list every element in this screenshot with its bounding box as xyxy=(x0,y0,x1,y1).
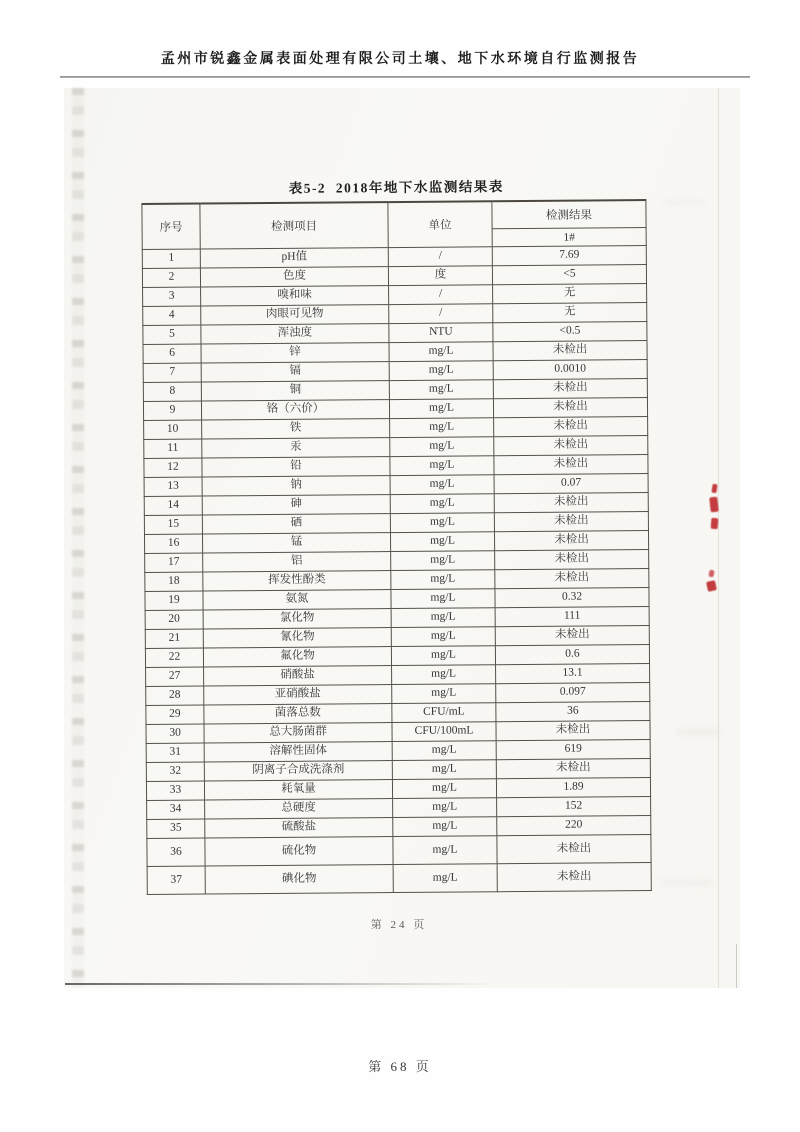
row-index-cell: 37 xyxy=(147,866,205,894)
unit-cell: mg/L xyxy=(393,864,497,893)
item-name-cell: 碘化物 xyxy=(205,865,393,894)
item-name-cell: 嗅和味 xyxy=(201,286,389,306)
unit-cell: mg/L xyxy=(392,665,496,685)
unit-cell: 度 xyxy=(388,266,492,286)
row-index-cell: 13 xyxy=(144,477,202,496)
result-cell: 未检出 xyxy=(493,379,647,399)
result-cell: 未检出 xyxy=(495,550,649,570)
item-name-cell: 硒 xyxy=(202,514,390,534)
row-index-cell: 4 xyxy=(143,306,201,325)
result-cell: 未检出 xyxy=(496,759,650,779)
item-name-cell: pH值 xyxy=(200,248,388,268)
result-cell: 619 xyxy=(496,740,650,760)
row-index-cell: 22 xyxy=(145,648,203,667)
result-cell: 未检出 xyxy=(494,455,648,475)
result-cell: 0.097 xyxy=(496,683,650,703)
unit-cell: mg/L xyxy=(389,361,493,381)
result-cell: 36 xyxy=(496,702,650,722)
item-name-cell: 硝酸盐 xyxy=(204,666,392,686)
item-name-cell: 砷 xyxy=(202,495,390,515)
result-cell: 未检出 xyxy=(495,626,649,646)
item-name-cell: 硫化物 xyxy=(205,837,393,866)
item-name-cell: 色度 xyxy=(200,267,388,287)
result-cell: 152 xyxy=(497,797,651,817)
result-cell: 未检出 xyxy=(496,721,650,741)
red-stamp-artifact xyxy=(711,518,719,529)
row-index-cell: 31 xyxy=(146,743,204,762)
row-index-cell: 29 xyxy=(146,705,204,724)
result-cell: 未检出 xyxy=(493,341,647,361)
row-index-cell: 17 xyxy=(145,553,203,572)
result-cell: 0.0010 xyxy=(493,360,647,380)
report-header-title: 孟州市锐鑫金属表面处理有限公司土壤、地下水环境自行监测报告 xyxy=(160,52,640,67)
row-index-cell: 30 xyxy=(146,724,204,743)
row-index-cell: 2 xyxy=(142,268,200,287)
results-table-area xyxy=(141,174,657,895)
unit-cell: mg/L xyxy=(392,779,496,799)
unit-cell: mg/L xyxy=(390,494,494,514)
unit-cell: mg/L xyxy=(390,437,494,457)
unit-cell: mg/L xyxy=(389,399,493,419)
row-index-cell: 18 xyxy=(145,572,203,591)
item-name-cell: 氯化物 xyxy=(203,609,391,629)
red-stamp-artifact xyxy=(708,570,714,578)
item-name-cell: 锌 xyxy=(201,343,389,363)
item-name-cell: 菌落总数 xyxy=(204,704,392,724)
result-cell: 未检出 xyxy=(493,398,647,418)
row-index-cell: 27 xyxy=(146,667,204,686)
item-name-cell: 阴离子合成洗涤剂 xyxy=(204,761,392,781)
item-name-cell: 锰 xyxy=(202,533,390,553)
result-cell: 111 xyxy=(495,607,649,627)
result-cell: 0.32 xyxy=(495,588,649,608)
result-cell: 未检出 xyxy=(494,531,648,551)
unit-cell: CFU/100mL xyxy=(392,722,496,742)
unit-cell: mg/L xyxy=(393,817,497,837)
result-cell: 未检出 xyxy=(494,417,648,437)
red-stamp-artifact xyxy=(711,484,717,494)
result-cell: 220 xyxy=(497,816,651,836)
result-cell: 无 xyxy=(493,303,647,323)
unit-cell: mg/L xyxy=(393,798,497,818)
table-body xyxy=(142,246,651,895)
unit-cell: mg/L xyxy=(389,380,493,400)
unit-cell: mg/L xyxy=(392,684,496,704)
unit-cell: mg/L xyxy=(393,836,497,865)
result-cell: 未检出 xyxy=(494,493,648,513)
item-name-cell: 硫酸盐 xyxy=(205,818,393,838)
item-name-cell: 铜 xyxy=(201,381,389,401)
column-header-item: 检测项目 xyxy=(200,202,388,249)
unit-cell: mg/L xyxy=(390,456,494,476)
item-name-cell: 总大肠菌群 xyxy=(204,723,392,743)
result-cell: 1.89 xyxy=(496,778,650,798)
scanned-page xyxy=(64,88,740,988)
row-index-cell: 28 xyxy=(146,686,204,705)
unit-cell: mg/L xyxy=(390,418,494,438)
item-name-cell: 铝 xyxy=(203,552,391,572)
result-cell: 未检出 xyxy=(494,436,648,456)
row-index-cell: 1 xyxy=(142,249,200,268)
unit-cell: CFU/mL xyxy=(392,703,496,723)
bleedthrough-artifact xyxy=(664,198,704,206)
red-stamp-artifact xyxy=(709,497,719,513)
unit-cell: / xyxy=(389,285,493,305)
row-index-cell: 3 xyxy=(143,287,201,306)
inner-page-number: 第 24 页 xyxy=(370,919,428,931)
item-name-cell: 溶解性固体 xyxy=(204,742,392,762)
result-cell: 未检出 xyxy=(495,569,649,589)
result-cell: <0.5 xyxy=(493,322,647,342)
column-header-result-sub: 1# xyxy=(492,228,646,247)
result-cell: <5 xyxy=(492,265,646,285)
page-fold-line xyxy=(718,88,719,988)
unit-cell: mg/L xyxy=(391,608,495,628)
scan-right-edge-line xyxy=(736,944,737,988)
unit-cell: mg/L xyxy=(391,589,495,609)
row-index-cell: 12 xyxy=(144,458,202,477)
row-index-cell: 35 xyxy=(147,819,205,838)
result-cell: 未检出 xyxy=(497,863,651,892)
item-name-cell: 浑浊度 xyxy=(201,324,389,344)
bleedthrough-artifact xyxy=(660,878,712,887)
red-stamp-artifact xyxy=(706,580,717,592)
row-index-cell: 14 xyxy=(144,496,202,515)
page-number: 第 68 页 xyxy=(368,1059,432,1074)
row-index-cell: 32 xyxy=(146,762,204,781)
unit-cell: mg/L xyxy=(390,532,494,552)
row-index-cell: 19 xyxy=(145,591,203,610)
table-row xyxy=(147,863,651,895)
bleedthrough-artifact xyxy=(676,728,722,737)
unit-cell: mg/L xyxy=(391,551,495,571)
item-name-cell: 铅 xyxy=(202,457,390,477)
table-caption: 表5-2 2018年地下水监测结果表 xyxy=(288,179,504,196)
row-index-cell: 8 xyxy=(143,382,201,401)
unit-cell: NTU xyxy=(389,323,493,343)
column-header-unit: 单位 xyxy=(388,201,492,247)
scan-bottom-shadow xyxy=(65,983,495,985)
item-name-cell: 亚硝酸盐 xyxy=(204,685,392,705)
item-name-cell: 氰化物 xyxy=(203,628,391,648)
unit-cell: mg/L xyxy=(392,741,496,761)
item-name-cell: 肉眼可见物 xyxy=(201,305,389,325)
unit-cell: mg/L xyxy=(391,627,495,647)
result-cell: 0.6 xyxy=(495,645,649,665)
item-name-cell: 挥发性酚类 xyxy=(203,571,391,591)
scan-left-edge-artifact xyxy=(72,88,84,988)
item-name-cell: 耗氧量 xyxy=(204,780,392,800)
row-index-cell: 20 xyxy=(145,610,203,629)
item-name-cell: 铬（六价） xyxy=(201,400,389,420)
row-index-cell: 11 xyxy=(144,439,202,458)
row-index-cell: 21 xyxy=(145,629,203,648)
result-cell: 0.07 xyxy=(494,474,648,494)
column-header-result-group: 检测结果 xyxy=(492,200,646,229)
item-name-cell: 总硬度 xyxy=(205,799,393,819)
row-index-cell: 6 xyxy=(143,344,201,363)
result-cell: 未检出 xyxy=(494,512,648,532)
row-index-cell: 10 xyxy=(144,420,202,439)
result-cell: 7.69 xyxy=(492,246,646,266)
result-cell: 13.1 xyxy=(496,664,650,684)
row-index-cell: 16 xyxy=(144,534,202,553)
row-index-cell: 7 xyxy=(143,363,201,382)
unit-cell: mg/L xyxy=(390,475,494,495)
table-row xyxy=(147,835,651,867)
unit-cell: mg/L xyxy=(390,513,494,533)
unit-cell: / xyxy=(389,304,493,324)
unit-cell: mg/L xyxy=(391,646,495,666)
item-name-cell: 钠 xyxy=(202,476,390,496)
row-index-cell: 34 xyxy=(147,800,205,819)
row-index-cell: 36 xyxy=(147,838,205,866)
item-name-cell: 铁 xyxy=(202,419,390,439)
unit-cell: mg/L xyxy=(392,760,496,780)
item-name-cell: 汞 xyxy=(202,438,390,458)
row-index-cell: 9 xyxy=(143,401,201,420)
column-header-index: 序号 xyxy=(142,204,200,250)
item-name-cell: 镉 xyxy=(201,362,389,382)
unit-cell: mg/L xyxy=(389,342,493,362)
unit-cell: mg/L xyxy=(391,570,495,590)
row-index-cell: 15 xyxy=(144,515,202,534)
row-index-cell: 5 xyxy=(143,325,201,344)
item-name-cell: 氟化物 xyxy=(203,647,391,667)
header-divider-rule xyxy=(60,76,750,78)
result-cell: 无 xyxy=(493,284,647,304)
groundwater-results-table xyxy=(141,199,651,895)
result-cell: 未检出 xyxy=(497,835,651,864)
row-index-cell: 33 xyxy=(146,781,204,800)
unit-cell: / xyxy=(388,247,492,267)
item-name-cell: 氨氮 xyxy=(203,590,391,610)
